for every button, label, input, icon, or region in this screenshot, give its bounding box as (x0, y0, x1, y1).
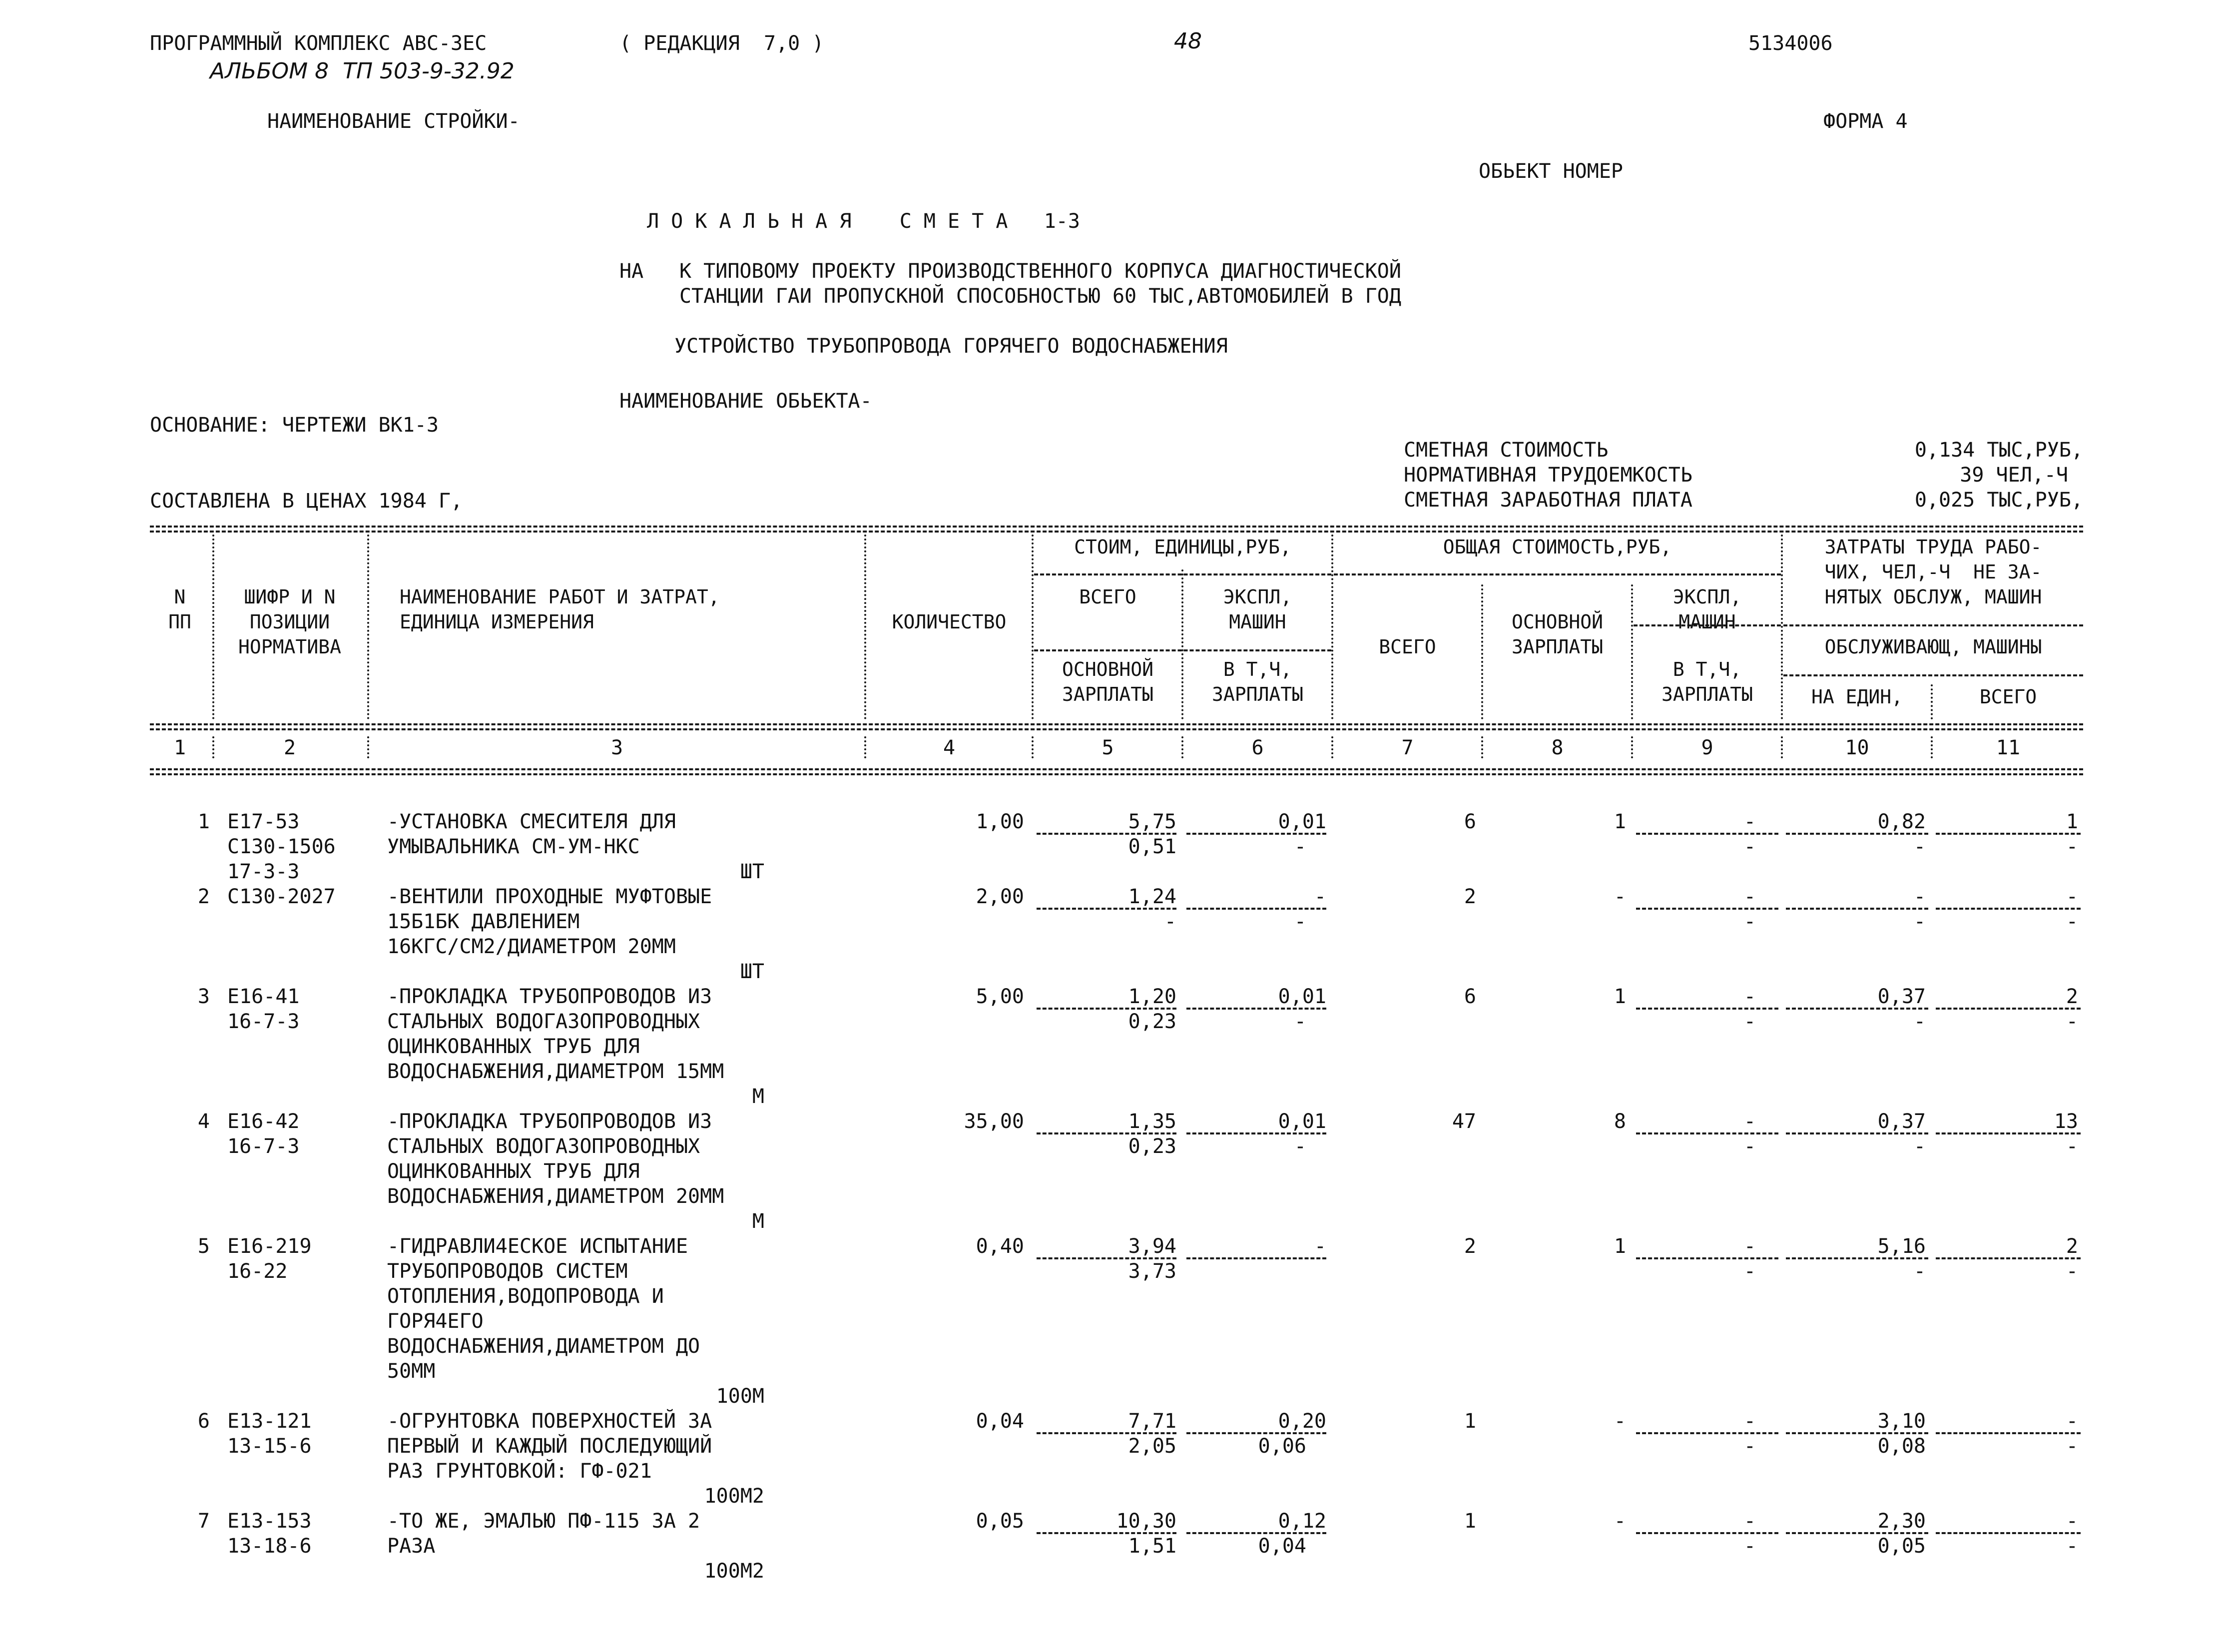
col-header-quantity: КОЛИЧЕСТВО (892, 611, 1007, 633)
row-total-wages: - (1614, 1510, 1626, 1533)
row-unit-cost-machines: 0,12 (1278, 1510, 1326, 1533)
row-unit: 100М2 (704, 1560, 764, 1583)
row-code: 13-15-6 (227, 1435, 312, 1458)
row-name-line: РАЗ ГРУНТОВКОЙ: ГФ-021 (387, 1460, 652, 1483)
column-divider (1181, 569, 1183, 719)
edition: ( РЕДАКЦИЯ 7,0 ) (619, 32, 824, 55)
row-labor-serv-total: - (2066, 1010, 2078, 1033)
col-header-labor: ЗАТРАТЫ ТРУДА РАБО- ЧИХ, ЧЕЛ,-Ч НЕ ЗА- НЯТЫХ ОБСЛУЖ, МАШИН (1824, 536, 2042, 608)
col-header-total: ВСЕГО (1979, 686, 2037, 708)
row-unit-cost-total: 10,30 (1116, 1510, 1176, 1533)
cell-subrule (1186, 1257, 1326, 1259)
column-divider (1032, 535, 1034, 719)
row-labor-per-unit: 0,37 (1877, 1110, 1926, 1133)
row-labor-serv-total: - (2066, 1260, 2078, 1283)
row-name-line: ТРУБОПРОВОДОВ СИСТЕМ (387, 1260, 628, 1283)
row-quantity: 2,00 (976, 885, 1024, 908)
row-code: 16-7-3 (227, 1135, 300, 1158)
column-divider (1481, 584, 1483, 719)
column-divider (1931, 684, 1933, 719)
row-total-machines: - (1743, 1510, 1756, 1533)
column-divider (1631, 736, 1633, 758)
page-number: 48 (1174, 28, 1202, 54)
row-total-cost: 2 (1464, 885, 1476, 908)
row-code: Е16-41 (227, 985, 300, 1008)
row-total-machines: - (1743, 1235, 1756, 1258)
prices-year: СОСТАВЛЕНА В ЦЕНАХ 1984 Г, (150, 490, 463, 513)
row-total-wages: 8 (1614, 1110, 1626, 1133)
row-name-line: -ТО ЖЕ, ЭМАЛЬЮ ПФ-115 ЗА 2 (387, 1510, 700, 1533)
column-divider (1331, 736, 1333, 758)
row-total-wages: - (1614, 1410, 1626, 1433)
header-bottom-rule (150, 723, 2083, 725)
row-unit-cost-incl: 0,04 (1258, 1535, 1306, 1558)
column-divider (1181, 736, 1183, 758)
row-unit-cost-wages: - (1164, 910, 1176, 933)
basis: ОСНОВАНИЕ: ЧЕРТЕЖИ ВК1-3 (150, 414, 439, 437)
row-number: 5 (197, 1235, 210, 1258)
row-total-machines: - (1743, 1410, 1756, 1433)
table-top-rule (150, 526, 2083, 528)
column-divider (1931, 736, 1933, 758)
row-unit-cost-total: 7,71 (1128, 1410, 1176, 1433)
row-quantity: 0,04 (976, 1410, 1024, 1433)
row-total-wages: 1 (1614, 985, 1626, 1008)
row-number: 4 (197, 1110, 210, 1133)
summary-value: 0,134 ТЫС,РУБ, (1914, 439, 2083, 462)
col-number: 4 (943, 736, 956, 759)
row-unit-cost-machines: - (1314, 1235, 1326, 1258)
col-header-per-unit: НА ЕДИН, (1811, 686, 1903, 708)
row-total-wages: - (1614, 885, 1626, 908)
column-divider (367, 535, 369, 719)
summary-label: НОРМАТИВНАЯ ТРУДОЕМКОСТЬ (1404, 464, 1692, 487)
row-total-machines: - (1743, 885, 1756, 908)
row-total-incl: - (1743, 910, 1756, 933)
row-total-incl: - (1743, 1260, 1756, 1283)
row-name-line: ОЦИНКОВАННЫХ ТРУБ ДЛЯ (387, 1160, 640, 1183)
summary-value: 0,025 ТЫС,РУБ, (1914, 489, 2083, 512)
object-number: ОБЬЕКТ НОМЕР (1479, 160, 1623, 183)
col-number: 6 (1251, 736, 1264, 759)
row-labor-per-unit: 0,37 (1877, 985, 1926, 1008)
row-labor-per-unit: - (1913, 885, 1926, 908)
table-top-rule (150, 531, 2083, 533)
row-total-incl: - (1743, 1435, 1756, 1458)
column-divider (1631, 584, 1633, 719)
row-code: Е13-153 (227, 1510, 312, 1533)
col-number: 10 (1845, 736, 1869, 759)
row-total-incl: - (1743, 1010, 1756, 1033)
row-name-line: -УСТАНОВКА СМЕСИТЕЛЯ ДЛЯ (387, 810, 676, 833)
col-header-tc-wages: ОСНОВНОЙ ЗАРПЛАТЫ (1511, 611, 1604, 658)
row-labor-serv-total: - (2066, 1435, 2078, 1458)
column-divider (212, 736, 214, 758)
row-total-cost: 2 (1464, 1235, 1476, 1258)
row-code: Е17-53 (227, 810, 300, 833)
column-divider (864, 535, 866, 719)
row-name-line: ПЕРВЫЙ И КАЖДЫЙ ПОСЛЕДУЮЩИЙ (387, 1435, 712, 1458)
header-bottom-rule (150, 728, 2083, 730)
row-labor-serv-per-unit: 0,05 (1877, 1535, 1926, 1558)
row-labor-per-unit: 5,16 (1877, 1235, 1926, 1258)
row-total-cost: 47 (1452, 1110, 1476, 1133)
row-unit-cost-incl: 0,06 (1258, 1435, 1306, 1458)
col-header-uc-total: ВСЕГО (1079, 586, 1136, 608)
row-number: 2 (197, 885, 210, 908)
row-unit: 100М (716, 1385, 764, 1408)
row-quantity: 35,00 (964, 1110, 1024, 1133)
row-labor-total: - (2066, 885, 2078, 908)
summary-label: СМЕТНАЯ СТОИМОСТЬ (1404, 439, 1609, 462)
row-quantity: 1,00 (976, 810, 1024, 833)
row-name-line: -ПРОКЛАДКА ТРУБОПРОВОДОВ ИЗ (387, 1110, 712, 1133)
col-number: 8 (1551, 736, 1564, 759)
col-header-tc-total: ВСЕГО (1379, 636, 1436, 658)
row-quantity: 0,40 (976, 1235, 1024, 1258)
row-name-line: РАЗА (387, 1535, 436, 1558)
row-total-cost: 6 (1464, 985, 1476, 1008)
row-name-line: ГОРЯ4ЕГО (387, 1310, 484, 1333)
row-name-line: -ПРОКЛАДКА ТРУБОПРОВОДОВ ИЗ (387, 985, 712, 1008)
column-divider (1781, 736, 1783, 758)
row-code: Е16-42 (227, 1110, 300, 1133)
row-unit-cost-machines: 0,01 (1278, 810, 1326, 833)
row-total-cost: 1 (1464, 1410, 1476, 1433)
row-quantity: 0,05 (976, 1510, 1024, 1533)
row-code: 13-18-6 (227, 1535, 312, 1558)
row-unit-cost-wages: 0,51 (1128, 835, 1176, 858)
row-name-line: -ВЕНТИЛИ ПРОХОДНЫЕ МУФТОВЫЕ (387, 885, 712, 908)
row-total-incl: - (1743, 835, 1756, 858)
row-code: Е16-219 (227, 1235, 312, 1258)
row-labor-total: - (2066, 1510, 2078, 1533)
summary-value: 39 ЧЕЛ,-Ч (1960, 464, 2068, 487)
col-header-uc-incl: В Т,Ч, ЗАРПЛАТЫ (1211, 658, 1304, 705)
row-total-machines: - (1743, 1110, 1756, 1133)
construction-name: НАИМЕНОВАНИЕ СТРОЙКИ- (267, 110, 520, 133)
object-name: НАИМЕНОВАНИЕ ОБЬЕКТА- (619, 390, 872, 413)
col-header-tc-machines: ЭКСПЛ, МАШИН (1672, 586, 1742, 633)
col-header-tc-incl: В Т,Ч, ЗАРПЛАТЫ (1661, 658, 1753, 705)
document-code: 5134006 (1748, 32, 1833, 55)
col-number: 7 (1401, 736, 1414, 759)
row-unit-cost-total: 1,20 (1128, 985, 1176, 1008)
col-number: 9 (1701, 736, 1713, 759)
col-number: 1 (173, 736, 186, 759)
row-number: 6 (197, 1410, 210, 1433)
row-unit: ШТ (740, 960, 764, 983)
summary-label: СМЕТНАЯ ЗАРАБОТНАЯ ПЛАТА (1404, 489, 1692, 512)
row-labor-per-unit: 2,30 (1877, 1510, 1926, 1533)
row-name-line: СТАЛЬНЫХ ВОДОГАЗОПРОВОДНЫХ (387, 1010, 700, 1033)
header-subrule (1034, 573, 1331, 575)
row-labor-serv-per-unit: 0,08 (1877, 1435, 1926, 1458)
row-total-wages: 1 (1614, 1235, 1626, 1258)
row-unit: М (752, 1210, 764, 1233)
row-labor-serv-per-unit: - (1913, 1135, 1926, 1158)
row-labor-serv-total: - (2066, 910, 2078, 933)
row-labor-serv-per-unit: - (1913, 1010, 1926, 1033)
col-header-unit-cost: СТОИМ, ЕДИНИЦЫ,РУБ, (1074, 536, 1291, 558)
row-code: Е13-121 (227, 1410, 312, 1433)
row-labor-serv-per-unit: - (1913, 835, 1926, 858)
album-stamp: АЛЬБОМ 8 ТП 503-9-32.92 (210, 58, 515, 84)
row-labor-per-unit: 3,10 (1877, 1410, 1926, 1433)
row-name-line: ОЦИНКОВАННЫХ ТРУБ ДЛЯ (387, 1035, 640, 1058)
row-labor-serv-total: - (2066, 1135, 2078, 1158)
row-unit: ШТ (740, 860, 764, 883)
column-divider (864, 736, 866, 758)
row-code: 16-22 (227, 1260, 288, 1283)
row-code: С130-2027 (227, 885, 336, 908)
row-name-line: -ГИДРАВЛИ4ЕСКОЕ ИСПЫТАНИЕ (387, 1235, 688, 1258)
row-unit-cost-machines: - (1314, 885, 1326, 908)
row-name-line: -ОГРУНТОВКА ПОВЕРХНОСТЕЙ ЗА (387, 1410, 712, 1433)
column-divider (1331, 535, 1333, 719)
row-unit-cost-machines: 0,01 (1278, 985, 1326, 1008)
numbers-bottom-rule (150, 773, 2083, 775)
col-header-code: ШИФР И N ПОЗИЦИИ НОРМАТИВА (238, 586, 341, 658)
title-line-1: К ТИПОВОМУ ПРОЕКТУ ПРОИЗВОДСТВЕННОГО КОРПУСА ДИАГНОСТИЧЕСКОЙ (679, 260, 1401, 283)
row-name-line: ОТОПЛЕНИЯ,ВОДОПРОВОДА И (387, 1285, 664, 1308)
col-number: 11 (1996, 736, 2021, 759)
row-unit-cost-incl: - (1294, 910, 1306, 933)
row-unit-cost-machines: 0,20 (1278, 1410, 1326, 1433)
row-name-line: 16КГС/СМ2/ДИАМЕТРОМ 20ММ (387, 935, 676, 958)
row-total-cost: 1 (1464, 1510, 1476, 1533)
row-labor-serv-per-unit: - (1913, 1260, 1926, 1283)
col-header-number: N ПП (168, 586, 191, 633)
row-unit-cost-wages: 3,73 (1128, 1260, 1176, 1283)
row-unit-cost-wages: 0,23 (1128, 1010, 1176, 1033)
column-divider (1781, 535, 1783, 719)
row-total-incl: - (1743, 1535, 1756, 1558)
estimate-title: Л О К А Л Ь Н А Я С М Е Т А 1-3 (647, 210, 1080, 233)
row-labor-per-unit: 0,82 (1877, 810, 1926, 833)
col-header-name: НАИМЕНОВАНИЕ РАБОТ И ЗАТРАТ, ЕДИНИЦА ИЗМЕРЕНИЯ (400, 586, 720, 633)
row-unit: М (752, 1085, 764, 1108)
row-name-line: ВОДОСНАБЖЕНИЯ,ДИАМЕТРОМ ДО (387, 1335, 700, 1358)
row-name-line: 15Б1БК ДАВЛЕНИЕМ (387, 910, 580, 933)
row-code: 17-3-3 (227, 860, 300, 883)
row-number: 1 (197, 810, 210, 833)
row-number: 3 (197, 985, 210, 1008)
row-unit-cost-incl: - (1294, 1135, 1306, 1158)
row-name-line: УМЫВАЛЬНИКА СМ-УМ-НКС (387, 835, 640, 858)
row-total-machines: - (1743, 810, 1756, 833)
row-unit-cost-wages: 0,23 (1128, 1135, 1176, 1158)
col-header-uc-wages: ОСНОВНОЙ ЗАРПЛАТЫ (1062, 658, 1154, 705)
row-unit-cost-wages: 1,51 (1128, 1535, 1176, 1558)
header-subrule (1034, 649, 1331, 651)
title-line-2: СТАНЦИИ ГАИ ПРОПУСКНОЙ СПОСОБНОСТЬЮ 60 ТЫС,АВТОМОБИЛЕЙ В ГОД (679, 285, 1401, 308)
row-name-line: 50ММ (387, 1360, 436, 1383)
header-subrule (1783, 674, 2083, 676)
row-labor-serv-per-unit: - (1913, 910, 1926, 933)
row-labor-serv-total: - (2066, 1535, 2078, 1558)
row-labor-total: 2 (2066, 985, 2078, 1008)
row-name-line: СТАЛЬНЫХ ВОДОГАЗОПРОВОДНЫХ (387, 1135, 700, 1158)
row-quantity: 5,00 (976, 985, 1024, 1008)
row-code: 16-7-3 (227, 1010, 300, 1033)
row-unit: 100М2 (704, 1485, 764, 1508)
row-name-line: ВОДОСНАБЖЕНИЯ,ДИАМЕТРОМ 20ММ (387, 1185, 724, 1208)
col-number: 2 (283, 736, 296, 759)
row-unit-cost-total: 1,24 (1128, 885, 1176, 908)
form-label: ФОРМА 4 (1823, 110, 1908, 133)
col-number: 5 (1102, 736, 1114, 759)
title-na: НА (619, 260, 644, 283)
row-total-incl: - (1743, 1135, 1756, 1158)
row-total-machines: - (1743, 985, 1756, 1008)
row-unit-cost-total: 5,75 (1128, 810, 1176, 833)
row-total-wages: 1 (1614, 810, 1626, 833)
numbers-bottom-rule (150, 768, 2083, 770)
col-header-uc-machines: ЭКСПЛ, МАШИН (1223, 586, 1292, 633)
column-divider (1032, 736, 1034, 758)
row-unit-cost-incl: - (1294, 835, 1306, 858)
row-unit-cost-total: 3,94 (1128, 1235, 1176, 1258)
header-subrule (1783, 624, 2083, 626)
row-labor-total: 13 (2054, 1110, 2078, 1133)
row-name-line: ВОДОСНАБЖЕНИЯ,ДИАМЕТРОМ 15ММ (387, 1060, 724, 1083)
program-name: ПРОГРАММНЫЙ КОМПЛЕКС АВС-ЗЕС (150, 32, 487, 55)
row-number: 7 (197, 1510, 210, 1533)
row-total-cost: 6 (1464, 810, 1476, 833)
column-divider (367, 736, 369, 758)
row-labor-total: 2 (2066, 1235, 2078, 1258)
row-unit-cost-total: 1,35 (1128, 1110, 1176, 1133)
work-subject: УСТРОЙСТВО ТРУБОПРОВОДА ГОРЯЧЕГО ВОДОСНАБЖЕНИЯ (674, 335, 1228, 358)
header-subrule (1334, 573, 1781, 575)
row-unit-cost-incl: - (1294, 1010, 1306, 1033)
row-code: С130-1506 (227, 835, 336, 858)
col-number: 3 (610, 736, 623, 759)
column-divider (1481, 736, 1483, 758)
column-divider (212, 535, 214, 719)
row-unit-cost-machines: 0,01 (1278, 1110, 1326, 1133)
row-unit-cost-wages: 2,05 (1128, 1435, 1176, 1458)
row-labor-serv-total: - (2066, 835, 2078, 858)
row-labor-total: 1 (2066, 810, 2078, 833)
col-header-total-cost: ОБЩАЯ СТОИМОСТЬ,РУБ, (1443, 536, 1672, 558)
row-labor-total: - (2066, 1410, 2078, 1433)
col-header-labor-serv: ОБСЛУЖИВАЮЩ, МАШИНЫ (1824, 636, 2042, 658)
